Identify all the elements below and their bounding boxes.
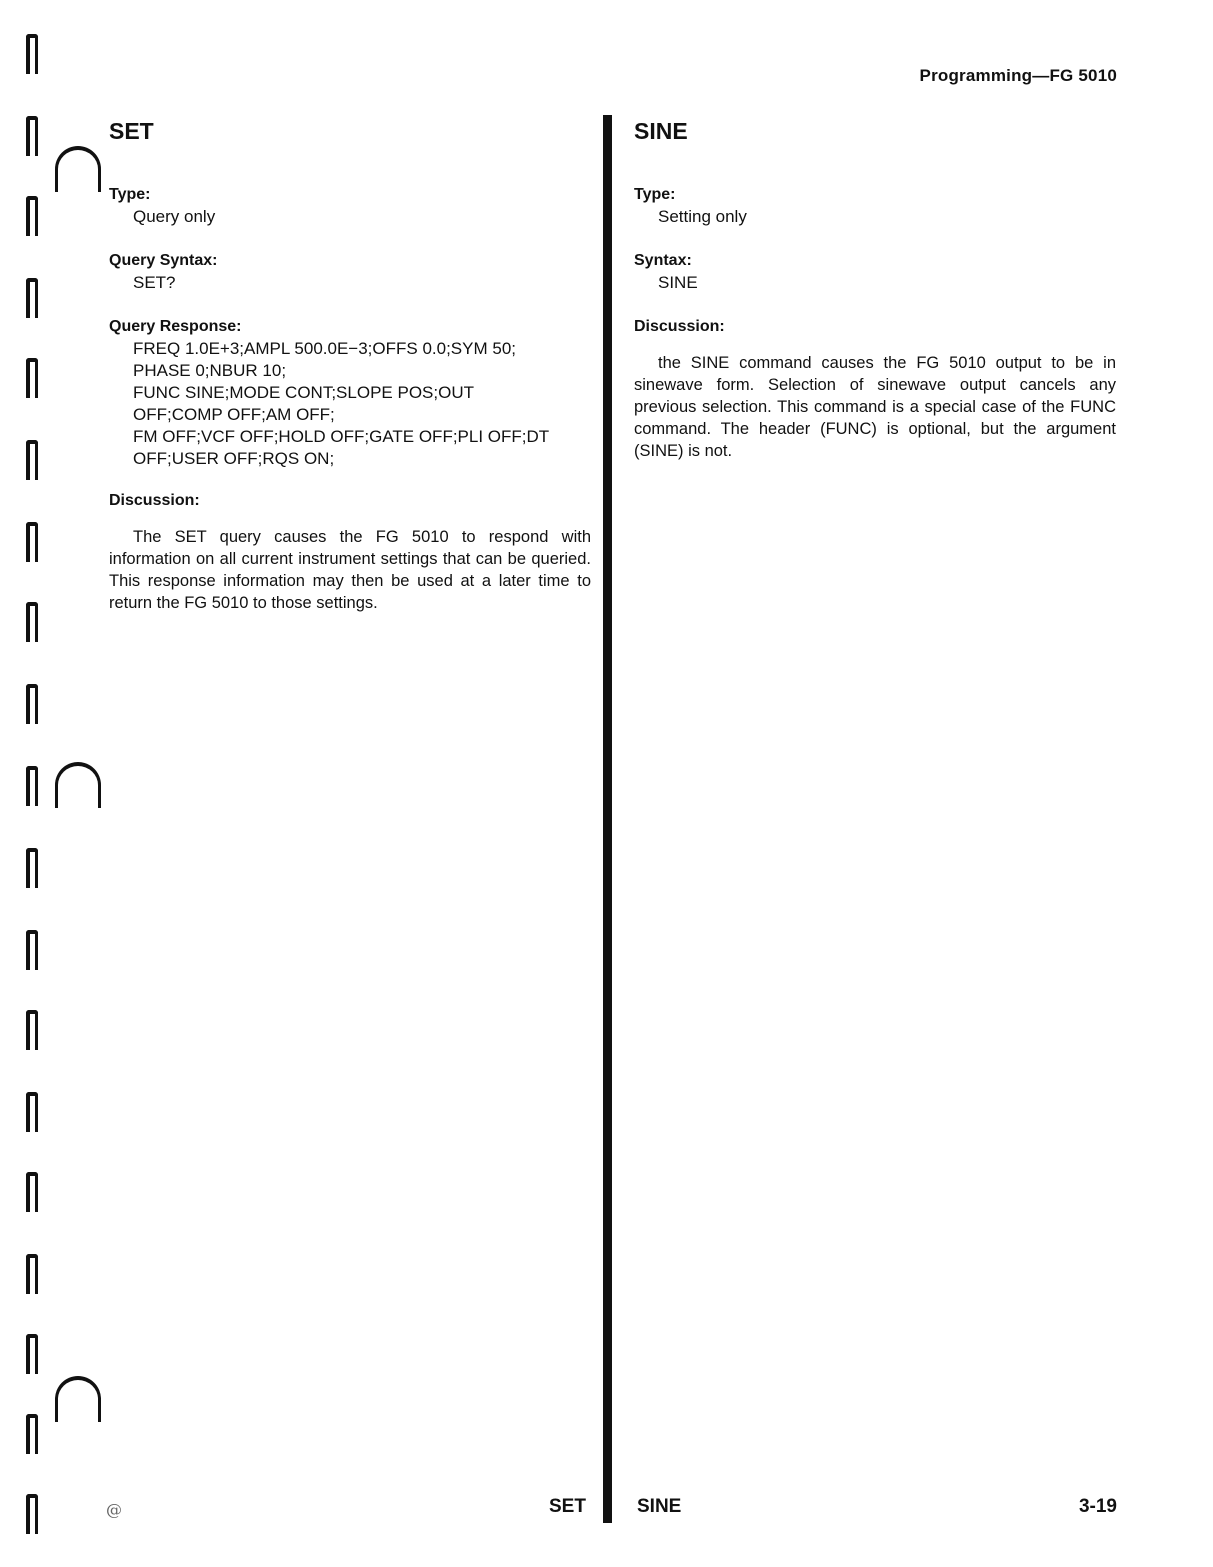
response-line: OFF;USER OFF;RQS ON; — [133, 449, 335, 468]
binder-ring-icon — [26, 848, 38, 888]
binder-ring-icon — [26, 1092, 38, 1132]
binder-ring-icon — [26, 1334, 38, 1374]
section-title: SET — [109, 118, 154, 144]
response-line: FREQ 1.0E+3;AMPL 500.0E−3;OFFS 0.0;SYM 50; — [133, 339, 516, 358]
syntax-value: SINE — [658, 273, 698, 292]
response-line: PHASE 0;NBUR 10; — [133, 361, 287, 380]
query-response-block — [109, 338, 591, 470]
binder-ring-icon — [26, 1414, 38, 1454]
syntax-label: Syntax: — [634, 252, 692, 269]
response-line: FM OFF;VCF OFF;HOLD OFF;GATE OFF;PLI OFF;DT — [133, 427, 550, 446]
syntax-value: SET? — [133, 273, 176, 292]
punch-hole-arc-icon — [55, 762, 101, 808]
binder-ring-icon — [26, 278, 38, 318]
binder-ring-icon — [26, 684, 38, 724]
footer-right-label: SINE — [637, 1496, 682, 1517]
discussion-text: the SINE command causes the FG 5010 output to be in sinewave form. Selection of sinewave output cancels any previous selection. This command is a special case of the FUNC command. The header (FUNC) is optional, but the argument (SINE) is not. — [634, 354, 1116, 460]
binder-ring-icon — [26, 1010, 38, 1050]
type-label: Type: — [109, 186, 151, 203]
binder-ring-icon — [26, 440, 38, 480]
footer-mark: @ — [106, 1500, 122, 1519]
binder-ring-icon — [26, 602, 38, 642]
binder-ring-icon — [26, 766, 38, 806]
type-value: Query only — [133, 207, 216, 226]
page-number: 3-19 — [1078, 1496, 1117, 1517]
binder-ring-icon — [26, 196, 38, 236]
response-line: OFF;COMP OFF;AM OFF; — [133, 405, 335, 424]
binder-ring-icon — [26, 34, 38, 74]
punch-hole-arc-icon — [55, 146, 101, 192]
type-value: Setting only — [658, 207, 747, 226]
discussion-label: Discussion: — [634, 318, 725, 335]
binder-ring-icon — [26, 358, 38, 398]
type-label: Type: — [634, 186, 676, 203]
binder-ring-icon — [26, 1494, 38, 1534]
punch-hole-arc-icon — [55, 1376, 101, 1422]
discussion-label: Discussion: — [109, 492, 200, 509]
binder-ring-icon — [26, 522, 38, 562]
column-divider — [603, 115, 612, 1523]
set-command-section — [109, 110, 591, 614]
section-title: SINE — [634, 118, 688, 144]
response-label: Query Response: — [109, 318, 242, 335]
footer-left-label: SET — [549, 1496, 586, 1517]
sine-command-section — [634, 110, 1116, 462]
running-head: Programming—FG 5010 — [919, 66, 1117, 85]
binder-ring-icon — [26, 1254, 38, 1294]
syntax-label: Query Syntax: — [109, 252, 218, 269]
binder-ring-icon — [26, 116, 38, 156]
binder-ring-icon — [26, 930, 38, 970]
response-line: FUNC SINE;MODE CONT;SLOPE POS;OUT — [133, 383, 474, 402]
discussion-text: The SET query causes the FG 5010 to respond with information on all current instrument settings that can be queried. This response information may then be used at a later time to return the FG 5010 to those settings. — [109, 528, 591, 612]
binder-ring-icon — [26, 1172, 38, 1212]
